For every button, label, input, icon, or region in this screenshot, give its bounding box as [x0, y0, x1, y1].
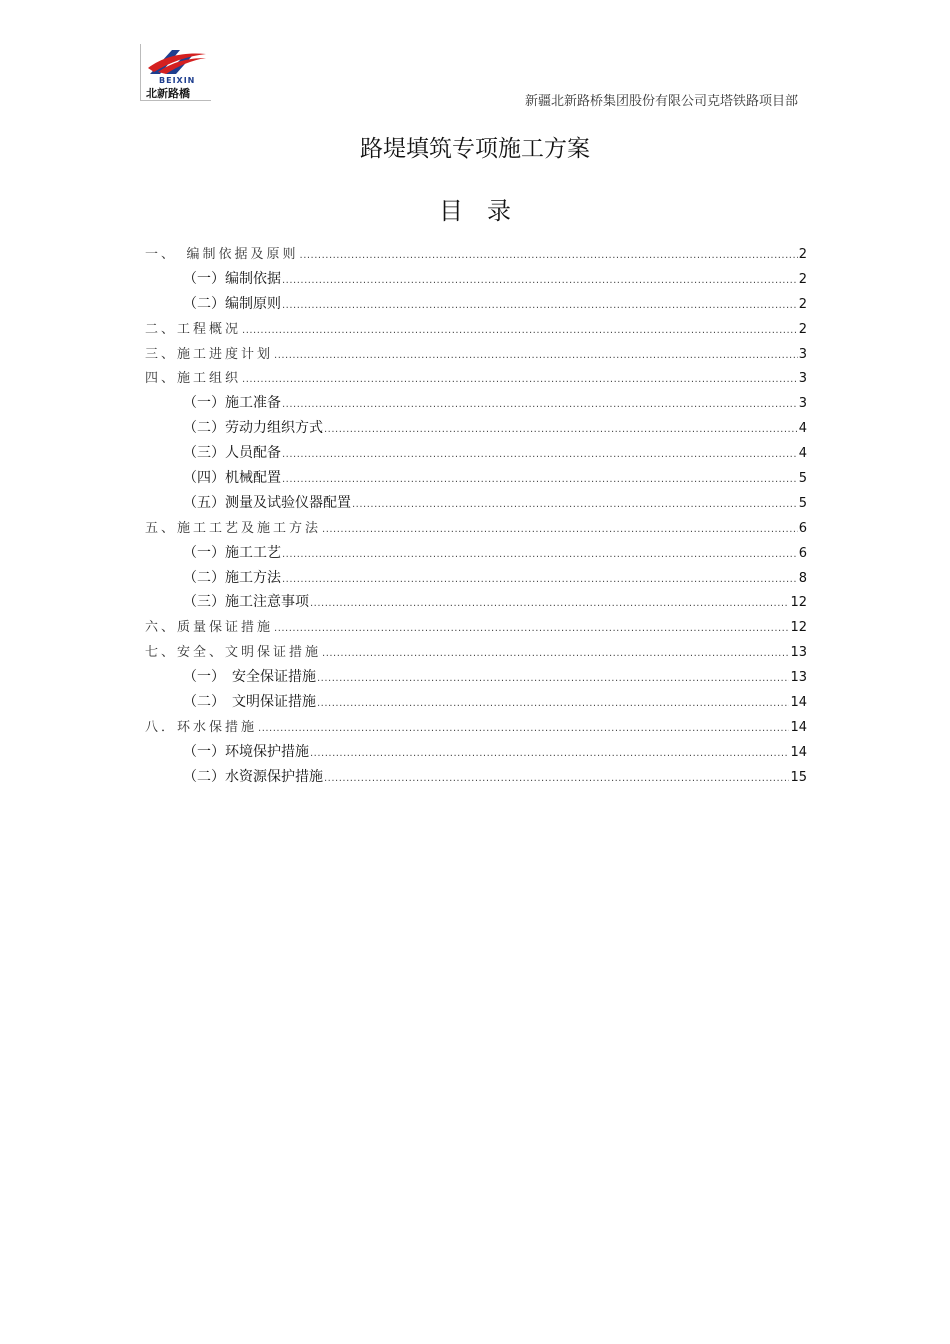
toc-entry-label: （三）施工注意事项	[183, 594, 309, 611]
toc-dot-leader	[317, 673, 789, 684]
toc-entry-page: 3	[798, 396, 807, 412]
toc-entry-label: （三）人员配备	[183, 445, 281, 462]
toc-dot-leader	[242, 374, 798, 385]
toc-entry[interactable]	[145, 343, 807, 368]
document-title: 路堤填筑专项施工方案	[360, 136, 590, 162]
toc-entry[interactable]	[145, 367, 807, 392]
toc-entry[interactable]	[145, 467, 807, 492]
toc-entry-page: 2	[798, 321, 807, 337]
toc-dot-leader	[242, 325, 798, 336]
toc-entry-label: 七、安全、文明保证措施	[145, 645, 322, 661]
toc-entry-page: 3	[798, 346, 807, 362]
toc-entry-page: 4	[798, 446, 807, 462]
toc-dot-leader	[282, 275, 798, 286]
toc-entry-page: 14	[790, 695, 807, 711]
toc-entry[interactable]	[145, 567, 807, 592]
toc-entry-label: （二）编制原则	[183, 295, 281, 312]
toc-heading: 目 录	[439, 197, 511, 225]
toc-entry[interactable]	[145, 691, 807, 716]
toc-entry-label: （一）施工工艺	[183, 544, 281, 561]
toc-entry-page: 6	[798, 545, 807, 561]
toc-entry-label: （二）施工方法	[183, 569, 281, 586]
toc-entry-page: 14	[790, 719, 807, 735]
toc-dot-leader	[310, 748, 789, 759]
toc-dot-leader	[282, 549, 798, 560]
toc-dot-leader	[274, 623, 789, 634]
toc-entry-label: （二） 文明保证措施	[183, 694, 316, 711]
toc-entry-page: 2	[798, 247, 807, 262]
table-of-contents	[145, 243, 807, 791]
toc-dot-leader	[322, 648, 789, 659]
toc-entry-label: （一）施工准备	[183, 395, 281, 412]
toc-dot-leader	[282, 300, 798, 311]
toc-entry[interactable]	[145, 591, 807, 616]
logo-text-en: BEIXIN	[159, 76, 196, 85]
toc-entry-label: （二）水资源保护措施	[183, 768, 323, 785]
toc-entry-label: 六、质量保证措施	[145, 620, 274, 636]
toc-dot-leader	[300, 250, 798, 261]
toc-entry-label: 一、 编制依据及原则	[145, 247, 299, 262]
toc-dot-leader	[282, 399, 798, 410]
toc-entry-page: 2	[798, 271, 807, 287]
toc-entry[interactable]	[145, 492, 807, 517]
toc-entry[interactable]	[145, 517, 807, 542]
company-logo	[140, 44, 211, 101]
toc-entry-label: （一）环境保护措施	[183, 743, 309, 760]
toc-entry-label: （五）测量及试验仪器配置	[183, 494, 351, 511]
toc-entry[interactable]	[145, 542, 807, 567]
toc-entry[interactable]	[145, 616, 807, 641]
toc-entry-label: 四、施工组织	[145, 371, 242, 387]
toc-entry-page: 6	[798, 520, 807, 536]
toc-entry-label: （一）编制依据	[183, 270, 281, 287]
toc-entry-page: 3	[798, 371, 807, 387]
toc-dot-leader	[322, 524, 798, 535]
toc-entry-page: 8	[798, 570, 807, 586]
toc-entry[interactable]	[145, 666, 807, 691]
toc-entry-page: 13	[790, 670, 807, 686]
toc-entry-label: （四）机械配置	[183, 470, 281, 487]
toc-entry[interactable]	[145, 243, 807, 268]
toc-dot-leader	[310, 598, 789, 609]
toc-entry[interactable]	[145, 318, 807, 343]
toc-dot-leader	[317, 698, 789, 709]
toc-entry-page: 14	[790, 744, 807, 760]
toc-entry-label: 五、施工工艺及施工方法	[145, 520, 322, 536]
toc-entry-page: 13	[790, 645, 807, 661]
toc-entry-page: 5	[798, 471, 807, 487]
toc-entry[interactable]	[145, 392, 807, 417]
toc-dot-leader	[258, 723, 789, 734]
toc-entry-page: 12	[790, 620, 807, 636]
toc-dot-leader	[324, 424, 798, 435]
toc-entry[interactable]	[145, 442, 807, 467]
road-logo-icon	[144, 46, 208, 78]
toc-entry[interactable]	[145, 641, 807, 666]
toc-dot-leader	[324, 773, 789, 784]
toc-entry-label: 二、工程概况	[145, 321, 242, 337]
toc-entry[interactable]	[145, 766, 807, 791]
toc-dot-leader	[282, 449, 798, 460]
logo-text-cn: 北新路橋	[146, 87, 190, 100]
toc-entry[interactable]	[145, 417, 807, 442]
toc-entry-page: 12	[790, 595, 807, 611]
toc-entry[interactable]	[145, 741, 807, 766]
toc-entry-page: 4	[798, 421, 807, 437]
toc-dot-leader	[352, 499, 798, 510]
toc-entry[interactable]	[145, 716, 807, 741]
header-company-name: 新疆北新路桥集团股份有限公司克塔铁路项目部	[524, 94, 798, 109]
toc-entry-label: （二）劳动力组织方式	[183, 420, 323, 437]
toc-entry-label: 三、施工进度计划	[145, 346, 274, 362]
toc-dot-leader	[282, 574, 798, 585]
toc-entry-label: （一） 安全保证措施	[183, 669, 316, 686]
toc-entry-page: 15	[790, 769, 807, 785]
toc-entry[interactable]	[145, 293, 807, 318]
toc-dot-leader	[282, 474, 798, 485]
toc-entry-page: 2	[798, 296, 807, 312]
toc-entry-label: 八．环水保措施	[145, 719, 258, 735]
toc-entry-page: 5	[798, 495, 807, 511]
toc-entry[interactable]	[145, 268, 807, 293]
toc-dot-leader	[274, 350, 798, 361]
